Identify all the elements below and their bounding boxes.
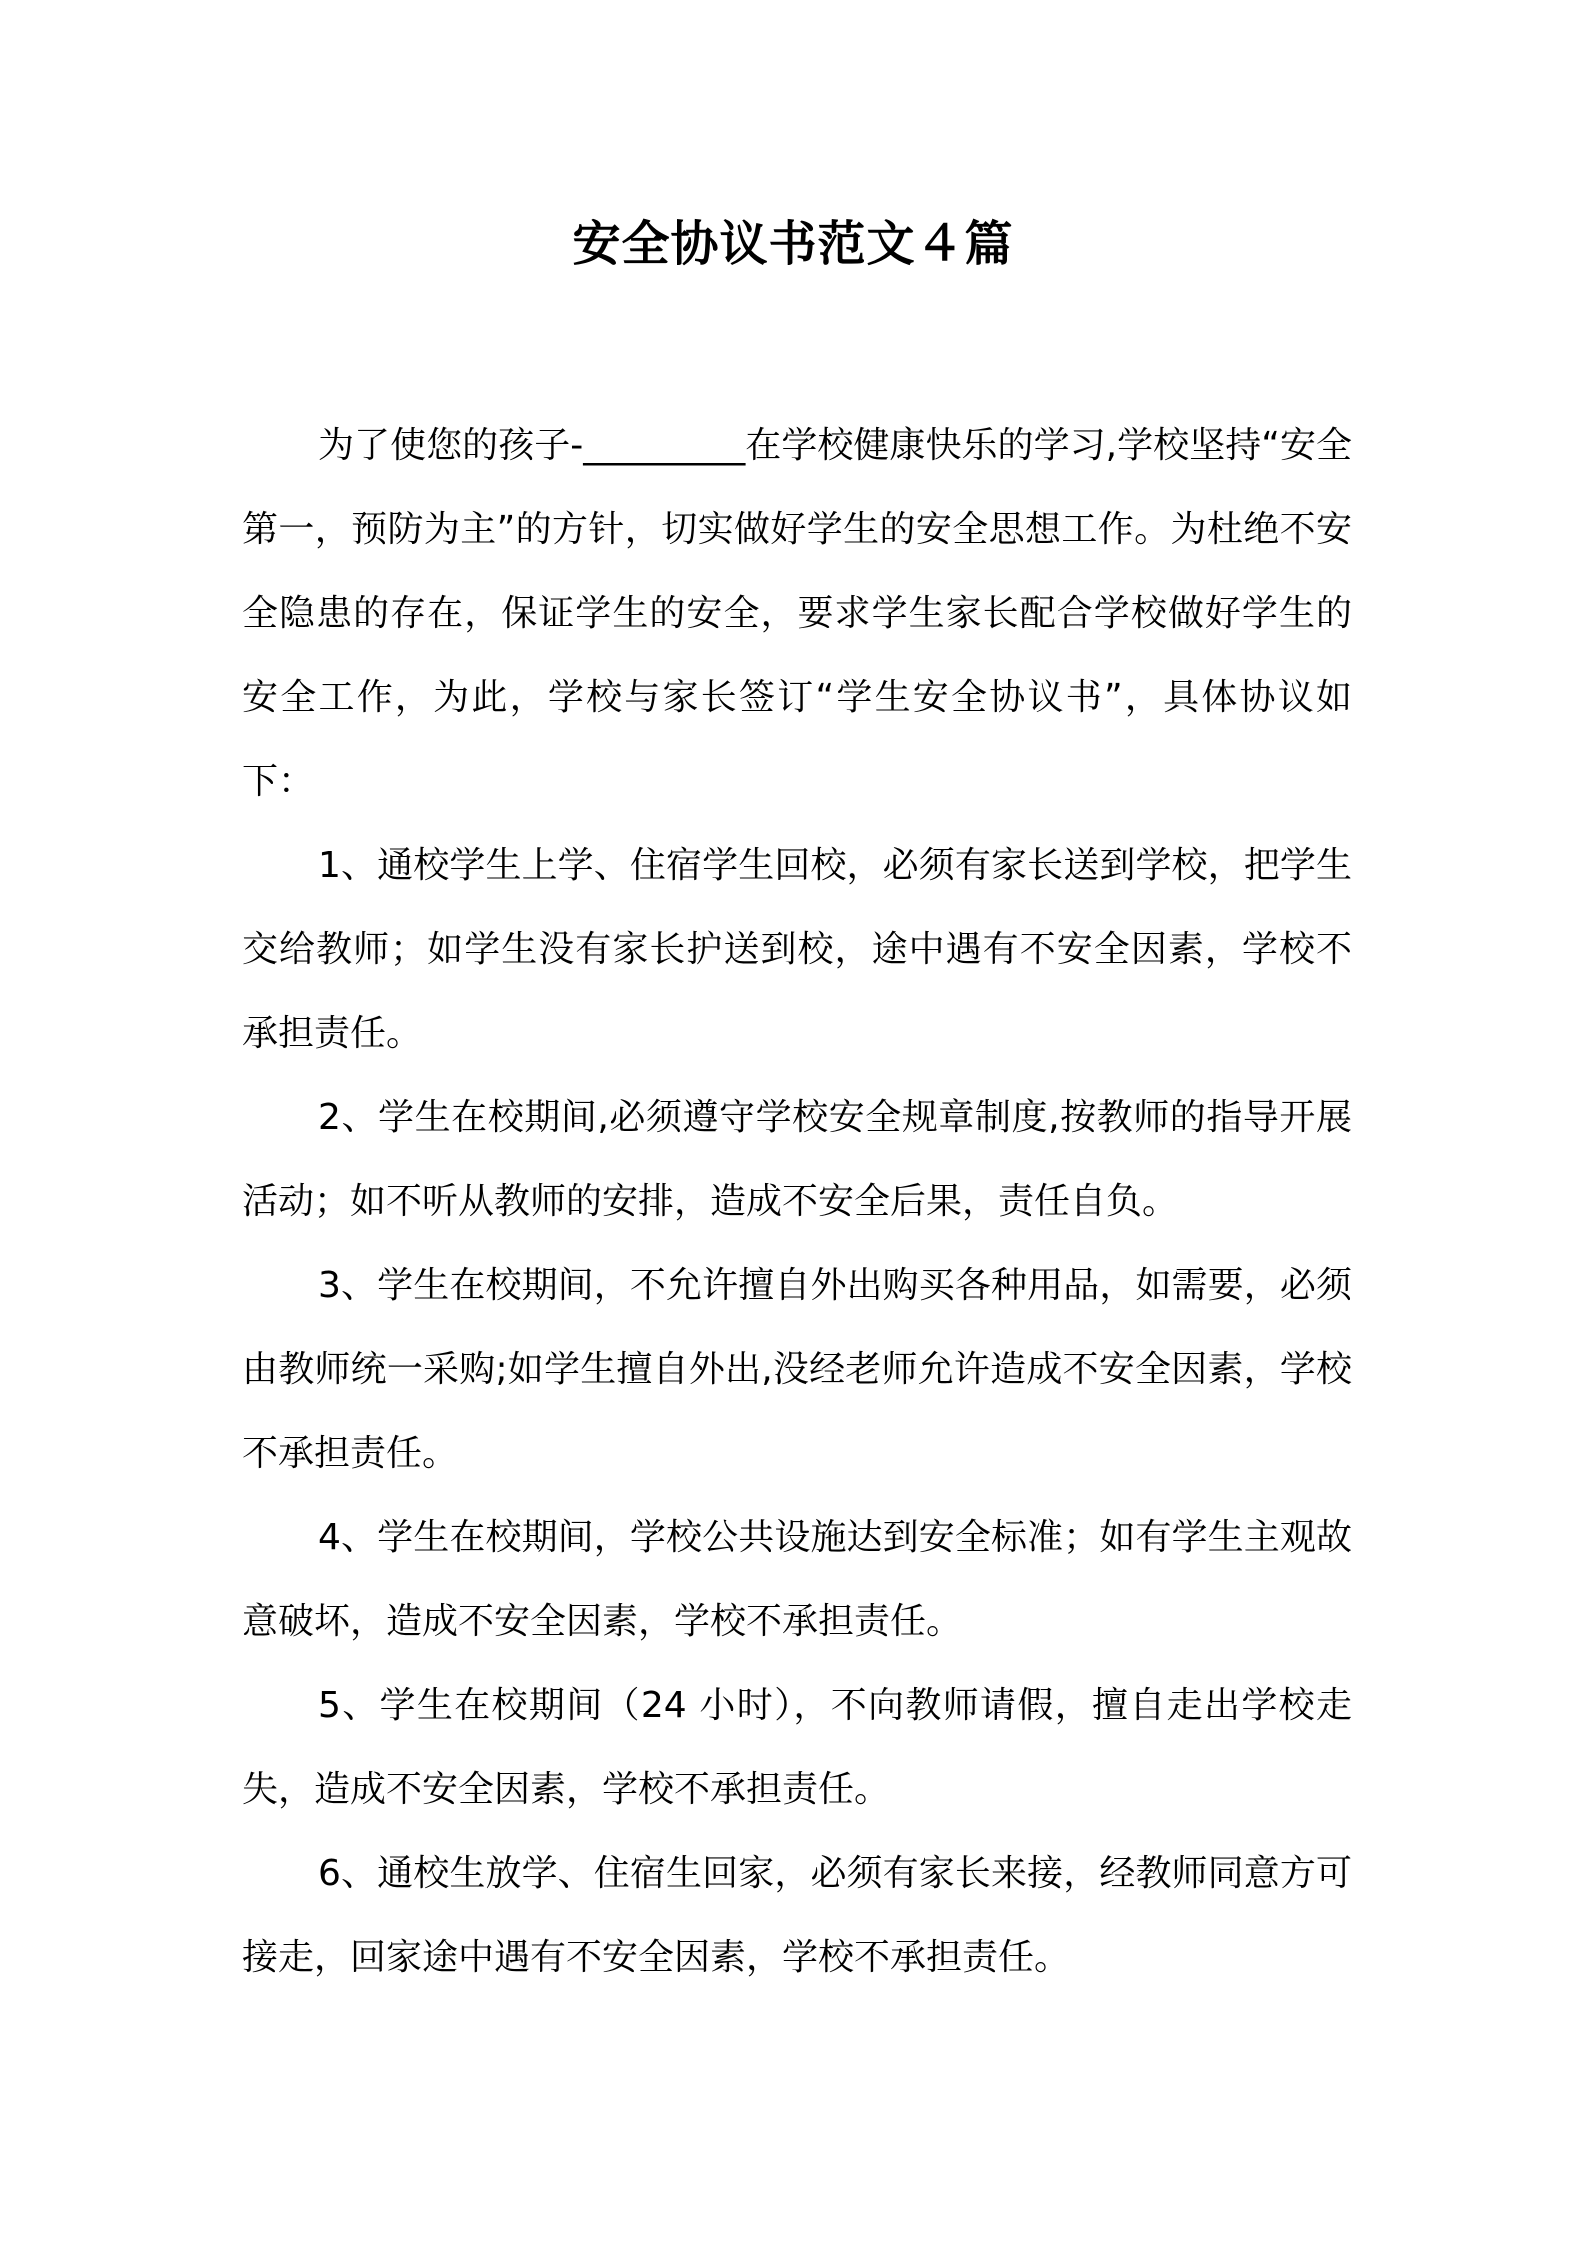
paragraph-intro: 为了使您的孩子-_________在学校健康快乐的学习,学校坚持“安全第一，预防为主”的方针，切实做好学生的安全思想工作。为杜绝不安全隐患的存在，保证学生的安全，要求学生家长配合学校做好学生的安全工作，为此，学校与家长签订“学生安全协议书”，具体协议如下： bbox=[242, 425, 1352, 802]
paragraph-clause-1: 1、通校学生上学、住宿学生回校，必须有家长送到学校，把学生交给教师；如学生没有家长护送到校，途中遇有不安全因素，学校不承担责任。 bbox=[242, 845, 1352, 1054]
paragraph-clause-4: 4、学生在校期间，学校公共设施达到安全标准；如有学生主观故意破坏，造成不安全因素，学校不承担责任。 bbox=[242, 1517, 1352, 1642]
paragraph-clause-3: 3、学生在校期间，不允许擅自外出购买各种用品，如需要，必须由教师统一采购;如学生擅自外出,没经老师允许造成不安全因素，学校不承担责任。 bbox=[242, 1265, 1352, 1474]
paragraph-clause-5: 5、学生在校期间（24 小时），不向教师请假，擅自走出学校走失，造成不安全因素，学校不承担责任。 bbox=[242, 1685, 1352, 1810]
paragraph-clause-6: 6、通校生放学、住宿生回家，必须有家长来接，经教师同意方可接走，回家途中遇有不安全因素，学校不承担责任。 bbox=[242, 1853, 1352, 1978]
paragraph-clause-2: 2、学生在校期间,必须遵守学校安全规章制度,按教师的指导开展活动；如不听从教师的安排，造成不安全后果，责任自负。 bbox=[242, 1097, 1352, 1222]
document-body bbox=[242, 404, 1352, 2000]
document-title: 安全协议书范文４篇 bbox=[572, 216, 1014, 272]
